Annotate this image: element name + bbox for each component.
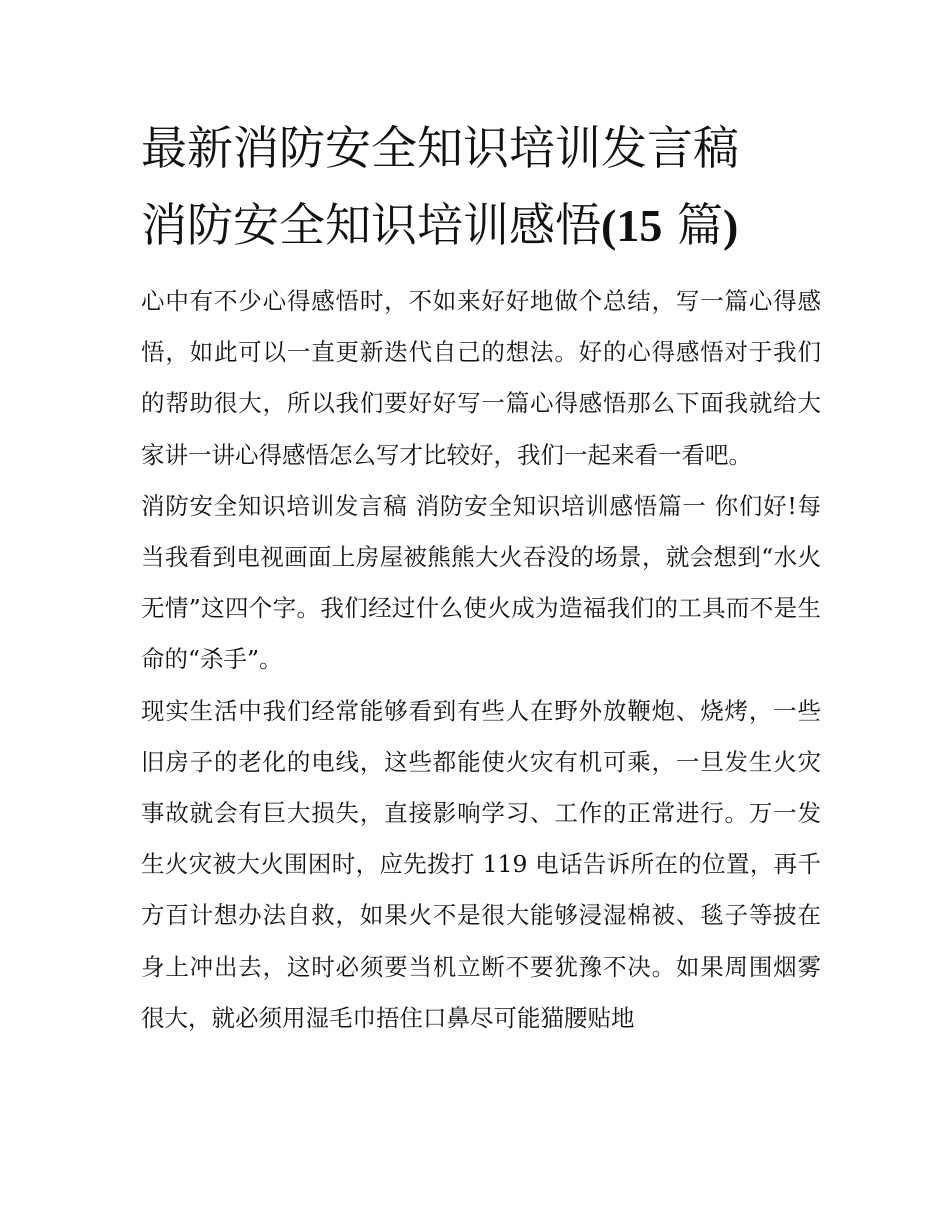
paragraph-section-one: 消防安全知识培训发言稿 消防安全知识培训感悟篇一 你们好!每当我看到电视画面上房屋被熊熊大火吞没的场景，就会想到“水火无情”这四个字。我们经过什么使火成为造福我们的工具而不是生命的“杀手”。	[141, 491, 821, 674]
title-line-2	[141, 187, 821, 264]
title-line-2-text: 消防安全知识培训感悟	[141, 198, 601, 252]
paragraph-fire-safety: 现实生活中我们经常能够看到有些人在野外放鞭炮、烧烤，一些旧房子的老化的电线，这些都能使火灾有机可乘，一旦发生火灾事故就会有巨大损失，直接影响学习、工作的正常进行。万一发生火灾被大火围困时，应先拨打 119 电话告诉所在的位置，再千方百计想办法自救，如果火不是很大能够浸湿棉被、毯子等披在身上冲出去，这时必须要当机立断不要犹豫不决。如果周围烟雾很大，就必须用湿毛巾捂住口鼻尽可能猫腰贴地	[141, 696, 821, 1032]
paragraph-intro: 心中有不少心得感悟时，不如来好好地做个总结，写一篇心得感悟，如此可以一直更新迭代自己的想法。好的心得感悟对于我们的帮助很大，所以我们要好好写一篇心得感悟那么下面我就给大家讲一讲心得感悟怎么写才比较好，我们一起来看一看吧。	[141, 287, 821, 469]
title-count-open: (15	[601, 200, 663, 251]
title-count-unit: 篇	[662, 198, 723, 252]
title-line-1: 最新消防安全知识培训发言稿	[141, 121, 739, 175]
document-body	[141, 276, 821, 1044]
document-title	[141, 110, 821, 264]
title-count-close: )	[722, 200, 739, 251]
document-content	[141, 110, 821, 1044]
